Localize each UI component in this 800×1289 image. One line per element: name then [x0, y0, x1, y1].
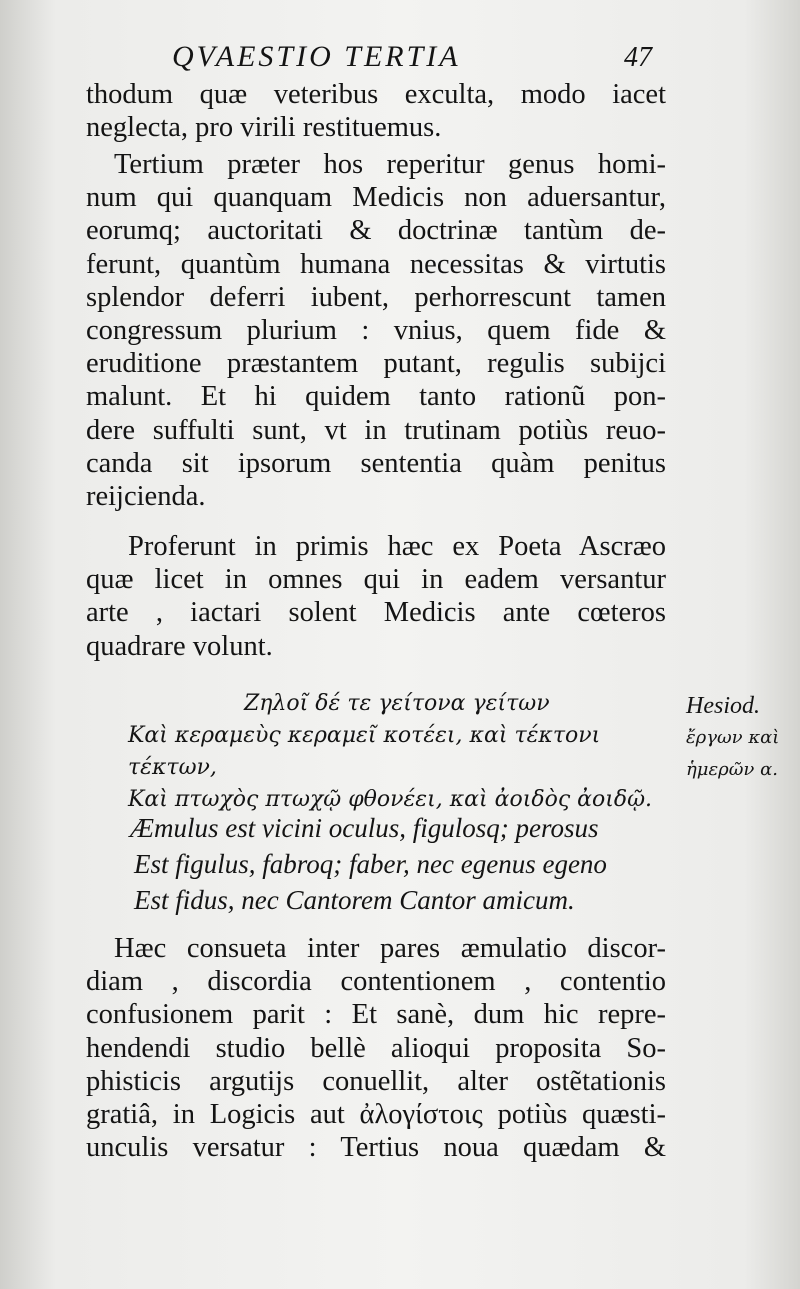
- text-line: unculis versatur : Tertius noua quædam &: [86, 1132, 666, 1164]
- text-line: dere suffulti sunt, vt in trutinam potiùs reuo-: [86, 414, 666, 446]
- paragraph-tertium: [86, 148, 666, 513]
- text-line: quæ licet in omnes qui in eadem versantur: [86, 564, 666, 596]
- greek-verse-line: Καὶ πτωχὸς πτωχῷ φθονέει, καὶ ἀοιδὸς ἀοιδῷ.: [128, 787, 653, 812]
- text-line: eruditione præstantem putant, regulis subijci: [86, 348, 666, 380]
- text-line: Hæc consueta inter pares æmulatio discor-: [114, 933, 666, 964]
- paragraph-proferunt: [86, 530, 666, 663]
- running-header: [172, 40, 652, 74]
- text-line: splendor deferri iubent, perhorrescunt tamen: [86, 281, 666, 313]
- text-line: neglecta, pro virili restituemus.: [86, 112, 442, 144]
- text-line: canda sit ipsorum sententia quàm penitus: [86, 447, 666, 479]
- text-line: phisticis argutijs conuellit, alter ostẽtationis: [86, 1065, 666, 1097]
- text-line: hendendi studio bellè alioqui proposita So-: [86, 1032, 666, 1064]
- text-line: eorumq; auctoritati & doctrinæ tantùm de-: [86, 215, 666, 247]
- text-line: num qui quanquam Medicis non aduersantur,: [86, 182, 666, 214]
- page-number: 47: [624, 42, 652, 73]
- text-line: confusionem parit : Et sanè, dum hic repre-: [86, 999, 666, 1031]
- text-line: congressum plurium : vnius, quem fide &: [86, 315, 666, 347]
- text-line: Tertium præter hos reperitur genus homi-: [114, 149, 666, 180]
- text-line: diam , discordia contentionem , contentio: [86, 966, 666, 998]
- marginal-note-line: Hesiod.: [686, 693, 760, 719]
- greek-verse-quotation: [128, 688, 668, 816]
- latin-verse-line: Est fidus, nec Cantorem Cantor amicum.: [134, 885, 575, 915]
- marginal-note: [686, 690, 800, 786]
- text-line: thodum quæ veteribus exculta, modo iacet: [86, 79, 666, 110]
- running-title: QVAESTIO TERTIA: [172, 40, 461, 73]
- text-line: gratiâ, in Logicis aut ἀλογίστοις potiùs quæsti-: [86, 1099, 666, 1131]
- latin-verse-line: Est figulus, fabroq; faber, nec egenus egeno: [134, 849, 607, 879]
- text-line: quadrare volunt.: [86, 630, 273, 662]
- text-line: ferunt, quantùm humana necessitas & virtutis: [86, 248, 666, 280]
- text-line: reijcienda.: [86, 481, 206, 513]
- greek-verse-line: Ζηλοῖ δέ τε γείτονα γείτων: [244, 691, 550, 716]
- marginal-note-line: ἡμερῶν α.: [686, 759, 778, 780]
- marginal-note-line: ἔργων καὶ: [686, 727, 780, 748]
- latin-verse-line: Æmulus est vicini oculus, figulosq; perosus: [130, 813, 599, 843]
- latin-verse-translation: [130, 810, 678, 918]
- greek-verse-line: Καὶ κεραμεὺς κεραμεῖ κοτέει, καὶ τέκτονι τέκτων,: [128, 723, 601, 780]
- text-line: malunt. Et hi quidem tanto rationũ pon-: [86, 381, 666, 413]
- paragraph-haec: [86, 932, 666, 1164]
- text-line: Proferunt in primis hæc ex Poeta Ascræo: [128, 531, 666, 562]
- paragraph-continuation: [86, 78, 666, 144]
- text-line: arte , iactari solent Medicis ante cœteros: [86, 597, 666, 629]
